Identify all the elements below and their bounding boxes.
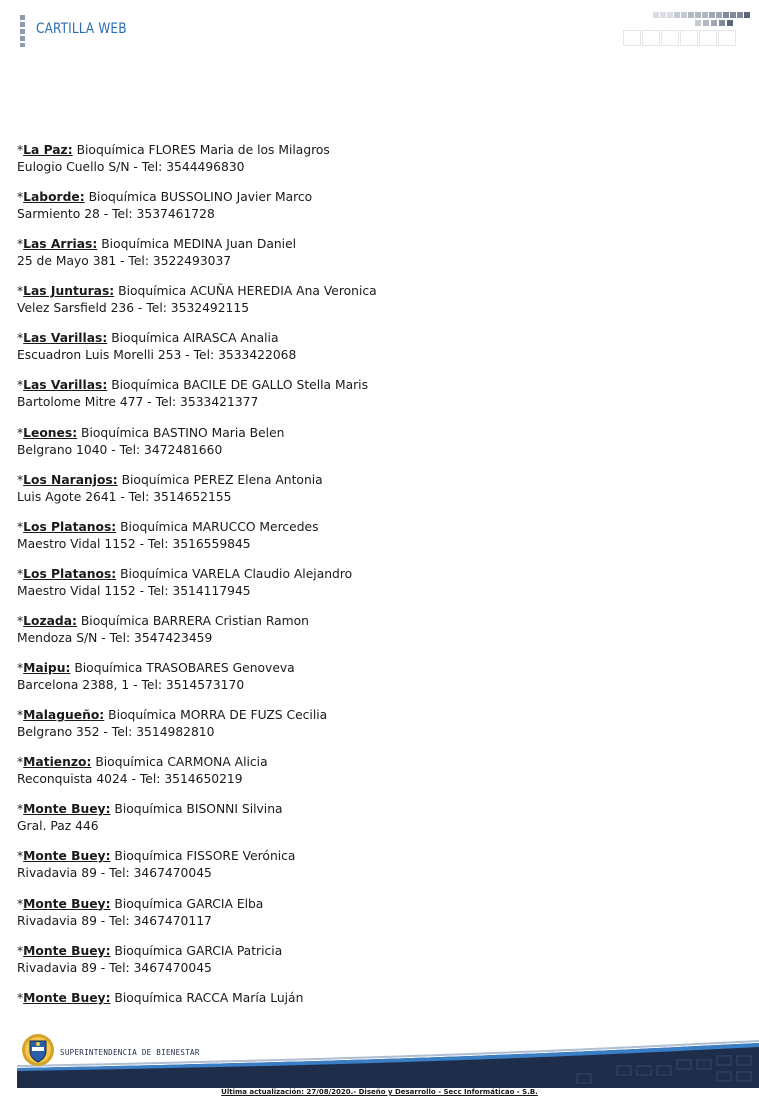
list-item <box>17 330 717 377</box>
header-accent-bar <box>20 15 25 47</box>
provider-name: Bioquímica PEREZ Elena Antonia <box>121 472 323 487</box>
provider-list <box>17 142 717 1037</box>
entry-heading: *Las Arrias: Bioquímica MEDINA Juan Daniel <box>17 237 297 252</box>
provider-address: Belgrano 352 - Tel: 3514982810 <box>17 725 215 740</box>
provider-name: Bioquímica ACUÑA HEREDIA Ana Veronica <box>118 284 377 299</box>
provider-address: Gral. Paz 446 <box>17 819 99 834</box>
provider-address: Rivadavia 89 - Tel: 3467470045 <box>17 866 212 881</box>
entry-heading: *Las Varillas: Bioquímica AIRASCA Analia <box>17 331 279 346</box>
provider-name: Bioquímica RACCA María Luján <box>114 990 304 1005</box>
provider-address: Eulogio Cuello S/N - Tel: 3544496830 <box>17 160 245 174</box>
list-item <box>17 943 717 990</box>
entry-heading: *Monte Buey: Bioquímica BISONNI Silvina <box>17 802 283 817</box>
list-item <box>17 377 717 424</box>
entry-heading: *Los Naranjos: Bioquímica PEREZ Elena Antonia <box>17 472 323 487</box>
provider-name: Bioquímica MARUCCO Mercedes <box>120 519 319 534</box>
entry-heading: *Maipu: Bioquímica TRASOBARES Genoveva <box>17 661 295 676</box>
entry-heading: *Monte Buey: Bioquímica RACCA María Luján <box>17 990 304 1005</box>
provider-name: Bioquímica BARRERA Cristian Ramon <box>80 613 309 628</box>
locality-name: Matienzo: <box>23 755 92 770</box>
entry-heading: *Las Varillas: Bioquímica BACILE DE GALLO Stella Maris <box>17 378 369 393</box>
locality-name: La Paz: <box>23 143 73 157</box>
provider-address: Bartolome Mitre 477 - Tel: 3533421377 <box>17 395 259 410</box>
list-item <box>17 848 717 895</box>
header-decoration-grid <box>623 12 745 46</box>
footer-banner <box>17 1030 759 1088</box>
list-item <box>17 896 717 943</box>
list-item <box>17 283 717 330</box>
provider-address: Maestro Vidal 1152 - Tel: 3514117945 <box>17 583 251 598</box>
page-title: CARTILLA WEB <box>36 21 127 37</box>
provider-address: Rivadavia 89 - Tel: 3467470045 <box>17 960 212 975</box>
locality-name: Las Varillas: <box>23 378 108 393</box>
provider-address: Barcelona 2388, 1 - Tel: 3514573170 <box>17 678 245 693</box>
list-item <box>17 142 717 189</box>
locality-name: Maipu: <box>23 661 71 676</box>
shield-emblem-icon <box>21 1033 55 1067</box>
entry-heading: *Monte Buey: Bioquímica FISSORE Verónica <box>17 849 296 864</box>
list-item <box>17 660 717 707</box>
provider-name: Bioquímica CARMONA Alicia <box>95 755 268 770</box>
entry-heading: *Laborde: Bioquímica BUSSOLINO Javier Marco <box>17 190 313 205</box>
provider-name: Bioquímica BUSSOLINO Javier Marco <box>88 190 313 205</box>
locality-name: Monte Buey: <box>23 849 111 864</box>
provider-name: Bioquímica AIRASCA Analia <box>111 331 279 346</box>
locality-name: Leones: <box>23 425 78 440</box>
provider-address: Sarmiento 28 - Tel: 3537461728 <box>17 207 215 222</box>
locality-name: Los Naranjos: <box>23 472 118 487</box>
provider-name: Bioquímica FLORES Maria de los Milagros <box>76 143 330 157</box>
provider-address: Maestro Vidal 1152 - Tel: 3516559845 <box>17 536 251 551</box>
locality-name: Malagueño: <box>23 708 105 723</box>
locality-name: Lozada: <box>23 613 77 628</box>
provider-name: Bioquímica GARCIA Elba <box>114 896 264 911</box>
provider-name: Bioquímica BASTINO Maria Belen <box>81 425 285 440</box>
locality-name: Laborde: <box>23 190 85 205</box>
entry-heading: *Los Platanos: Bioquímica MARUCCO Mercedes <box>17 519 319 534</box>
list-item <box>17 613 717 660</box>
list-item <box>17 707 717 754</box>
provider-name: Bioquímica MORRA DE FUZS Cecilia <box>108 708 328 723</box>
footer-wave <box>17 1030 759 1088</box>
provider-address: Luis Agote 2641 - Tel: 3514652155 <box>17 489 232 504</box>
provider-name: Bioquímica MEDINA Juan Daniel <box>101 237 297 252</box>
provider-name: Bioquímica GARCIA Patricia <box>114 943 283 958</box>
locality-name: Monte Buey: <box>23 896 111 911</box>
locality-name: Los Platanos: <box>23 566 117 581</box>
entry-heading: *Monte Buey: Bioquímica GARCIA Patricia <box>17 943 283 958</box>
list-item <box>17 566 717 613</box>
list-item <box>17 754 717 801</box>
provider-name: Bioquímica BISONNI Silvina <box>114 802 283 817</box>
list-item <box>17 189 717 236</box>
locality-name: Las Varillas: <box>23 331 108 346</box>
entry-heading: *Matienzo: Bioquímica CARMONA Alicia <box>17 755 268 770</box>
list-item <box>17 425 717 472</box>
provider-address: Velez Sarsfield 236 - Tel: 3532492115 <box>17 301 250 316</box>
entry-heading: *Monte Buey: Bioquímica GARCIA Elba <box>17 896 264 911</box>
locality-name: Las Arrias: <box>23 237 98 252</box>
entry-heading: *Lozada: Bioquímica BARRERA Cristian Ramon <box>17 613 309 628</box>
provider-address: Belgrano 1040 - Tel: 3472481660 <box>17 442 223 457</box>
list-item <box>17 519 717 566</box>
provider-address: Mendoza S/N - Tel: 3547423459 <box>17 630 213 645</box>
list-item <box>17 236 717 283</box>
footer-credits: Última actualización: 27/08/2020.- Diseño y Desarrollo - Secc Informáticao - S.B. <box>221 1088 538 1096</box>
provider-address: Rivadavia 89 - Tel: 3467470117 <box>17 913 212 928</box>
provider-address: Reconquista 4024 - Tel: 3514650219 <box>17 772 243 787</box>
locality-name: Monte Buey: <box>23 990 111 1005</box>
provider-name: Bioquímica VARELA Claudio Alejandro <box>120 566 353 581</box>
locality-name: Monte Buey: <box>23 802 111 817</box>
list-item <box>17 801 717 848</box>
entry-heading: *La Paz: Bioquímica FLORES Maria de los Milagros <box>17 143 330 157</box>
provider-address: Escuadron Luis Morelli 253 - Tel: 3533422068 <box>17 348 297 363</box>
locality-name: Los Platanos: <box>23 519 117 534</box>
list-item <box>17 472 717 519</box>
entry-heading: *Los Platanos: Bioquímica VARELA Claudio Alejandro <box>17 566 353 581</box>
entry-heading: *Leones: Bioquímica BASTINO Maria Belen <box>17 425 285 440</box>
organization-name: SUPERINTENDENCIA DE BIENESTAR <box>60 1048 200 1057</box>
locality-name: Monte Buey: <box>23 943 111 958</box>
locality-name: Las Junturas: <box>23 284 115 299</box>
entry-heading: *Malagueño: Bioquímica MORRA DE FUZS Cecilia <box>17 708 328 723</box>
entry-heading: *Las Junturas: Bioquímica ACUÑA HEREDIA Ana Veronica <box>17 284 377 299</box>
provider-address: 25 de Mayo 381 - Tel: 3522493037 <box>17 254 232 269</box>
provider-name: Bioquímica TRASOBARES Genoveva <box>74 661 295 676</box>
provider-name: Bioquímica FISSORE Verónica <box>114 849 296 864</box>
provider-name: Bioquímica BACILE DE GALLO Stella Maris <box>111 378 369 393</box>
